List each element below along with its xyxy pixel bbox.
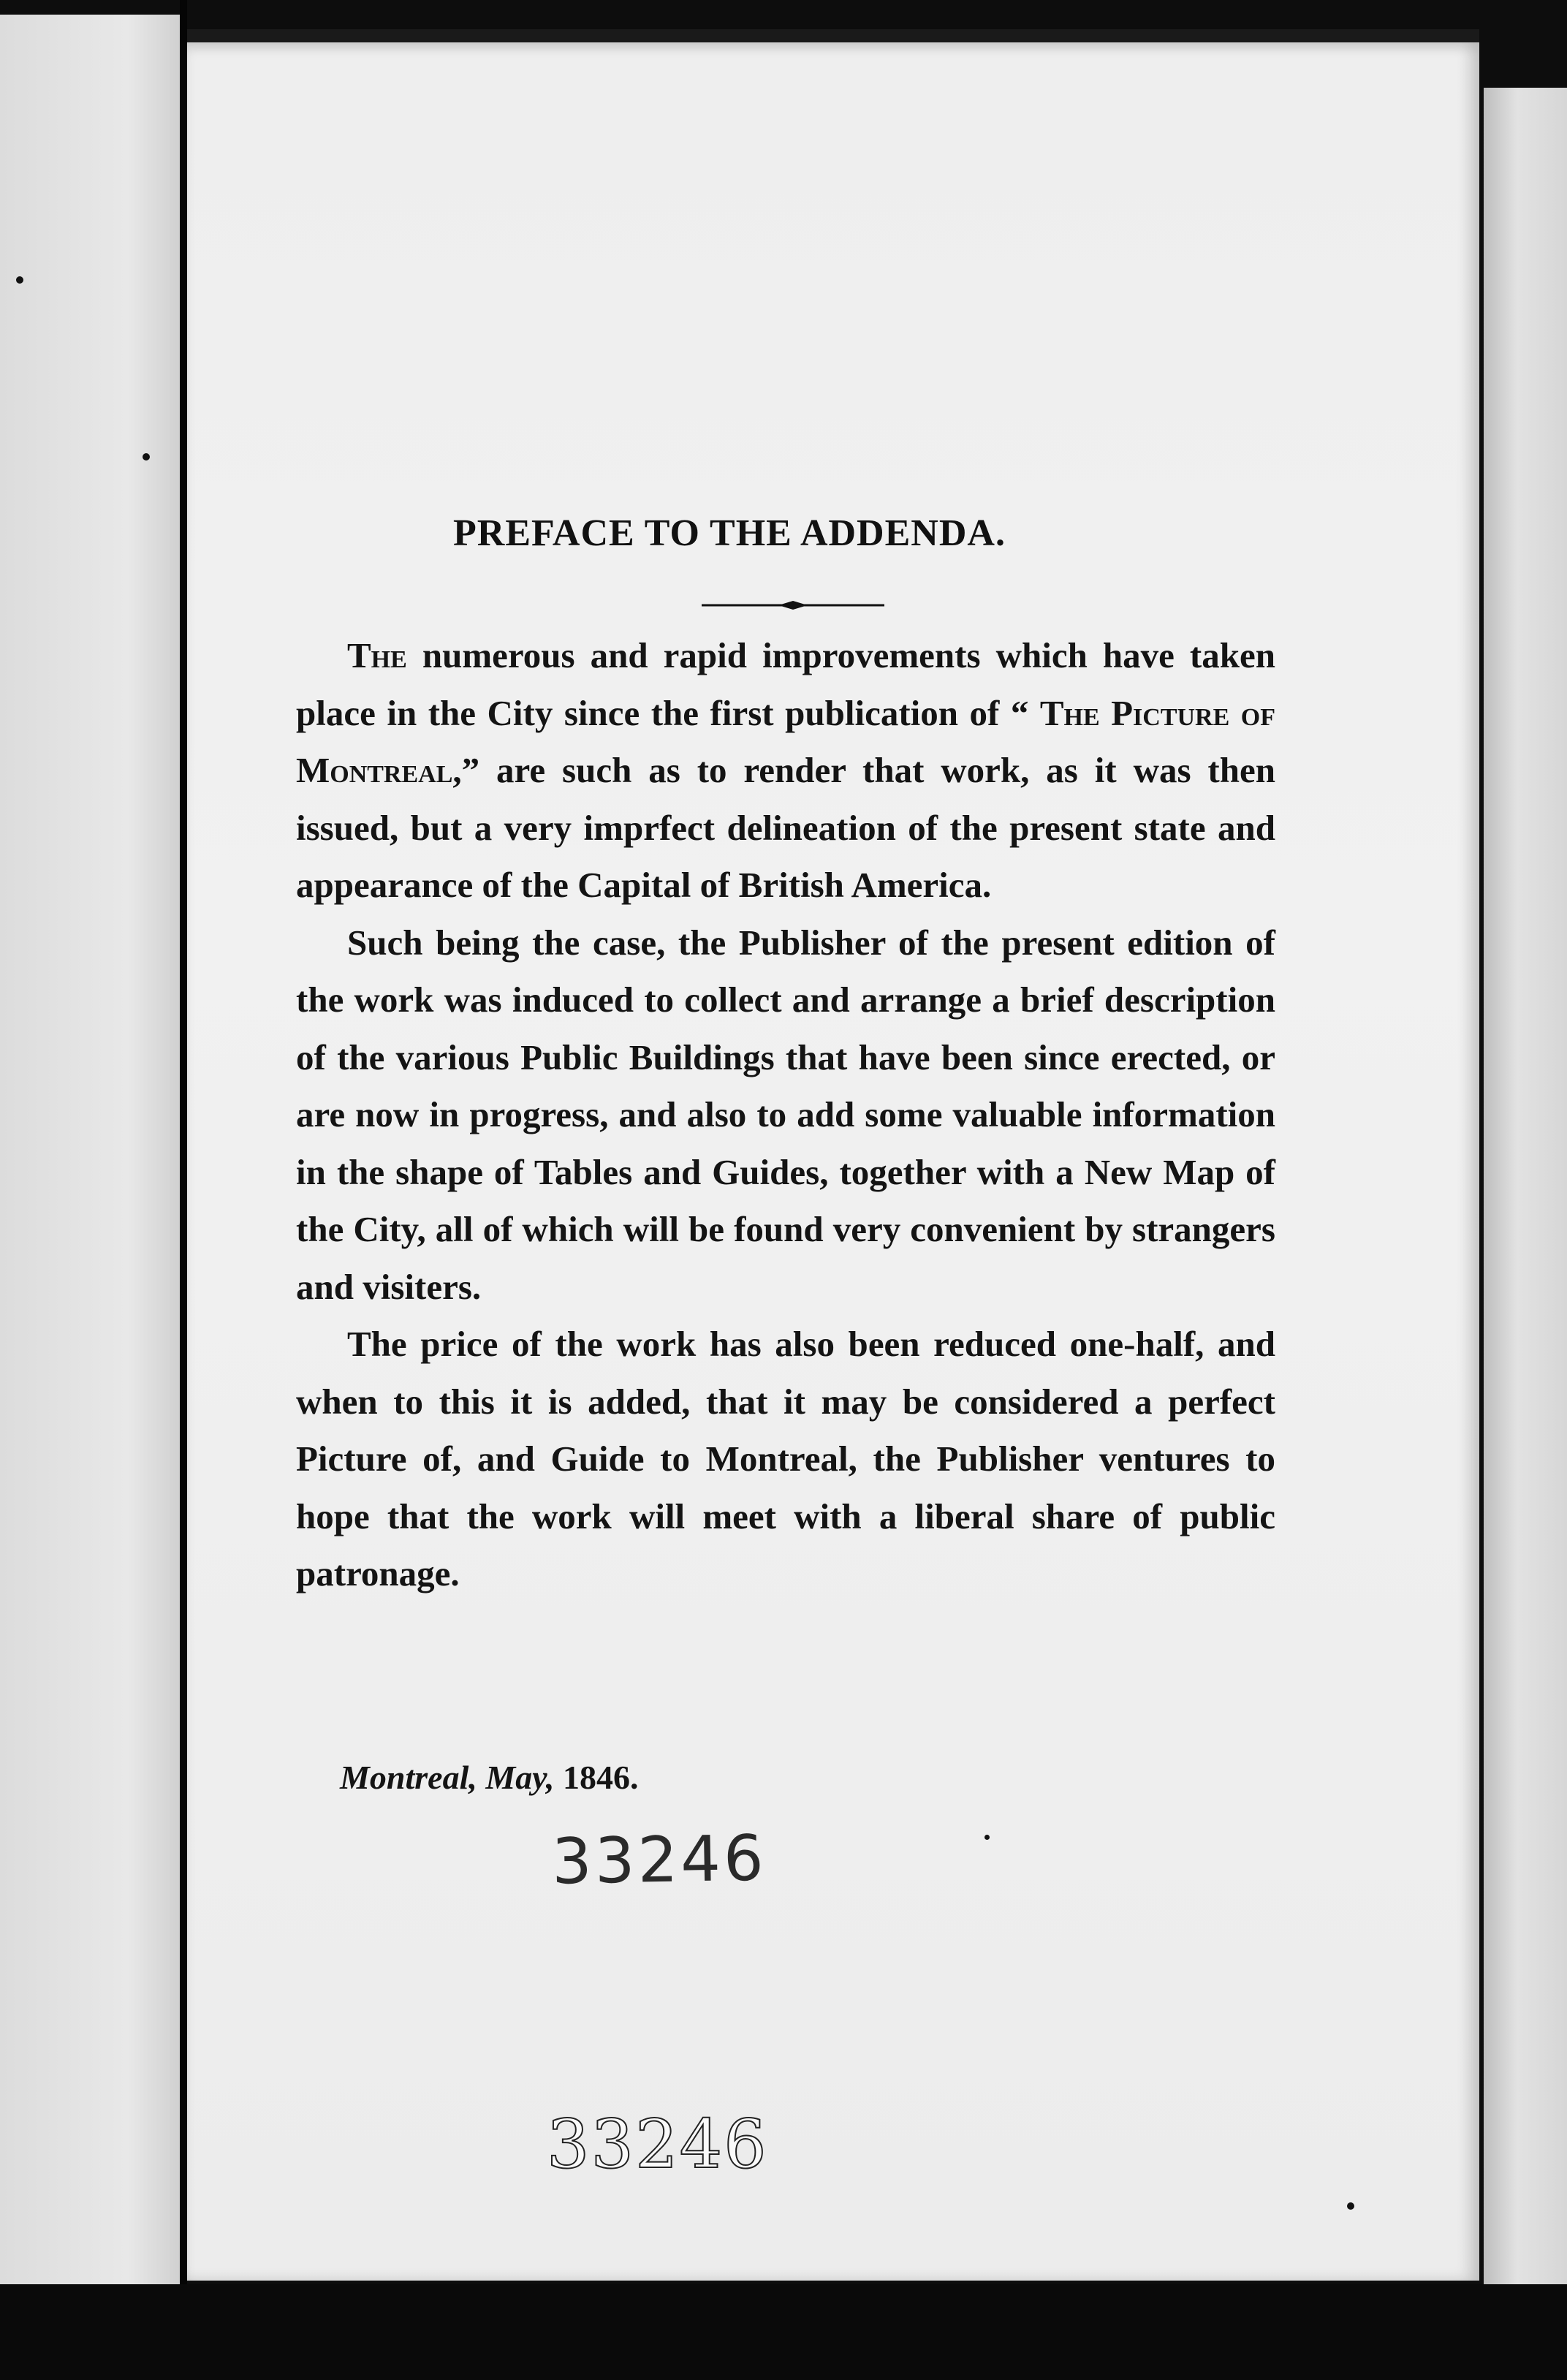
handwritten-accession-number: 33246 (551, 1822, 767, 1899)
dateline-year: 1846. (562, 1759, 639, 1796)
facing-page-edge (0, 15, 183, 2288)
paragraph-2: Such being the case, the Publisher of the present edition of the work was induced to collect and arrange a brief description of the various Public Buildings that have been since erected, or are now in progress, and also to add some valuable information in the shape of Tables and Guides, together with a New Map of the City, all of which will be found very convenient by strangers and visiters. (296, 922, 1275, 1307)
work-title: The Picture of Montreal, (296, 692, 1275, 790)
binding-gutter (180, 0, 187, 2380)
dateline (340, 1758, 638, 1797)
dateline-place-date: Montreal, May, (340, 1759, 555, 1796)
paragraph-3: The price of the work has also been reduced one-half, and when to this it is added, that it may be considered a perfect Picture of, and Guide to Montreal, the Publisher ventures to hope that the work will meet with a liberal share of public patronage. (296, 1324, 1275, 1593)
ink-speck (143, 453, 150, 461)
next-page-edge (1484, 88, 1567, 2295)
scan-bottom-edge (0, 2284, 1567, 2380)
paragraph-1-text-b: ” are such as to render that work, as it was then issued, but a very imprfect delineation of the present state and appearance of the Capital of British America. (296, 750, 1275, 905)
ink-speck (1347, 2202, 1354, 2210)
paragraph-1 (296, 627, 1275, 914)
stamped-accession-number: 33246 (547, 2105, 768, 2183)
title-rule-ornament (702, 598, 884, 613)
preface-body (296, 627, 1275, 1603)
paragraph-1-text-a: numerous and rapid improvements which have taken place in the City since the first publication of “ (296, 635, 1275, 733)
lead-word: The (347, 635, 407, 675)
ink-speck (16, 276, 23, 284)
page-title: PREFACE TO THE ADDENDA. (453, 512, 1006, 554)
ink-speck (984, 1835, 990, 1840)
